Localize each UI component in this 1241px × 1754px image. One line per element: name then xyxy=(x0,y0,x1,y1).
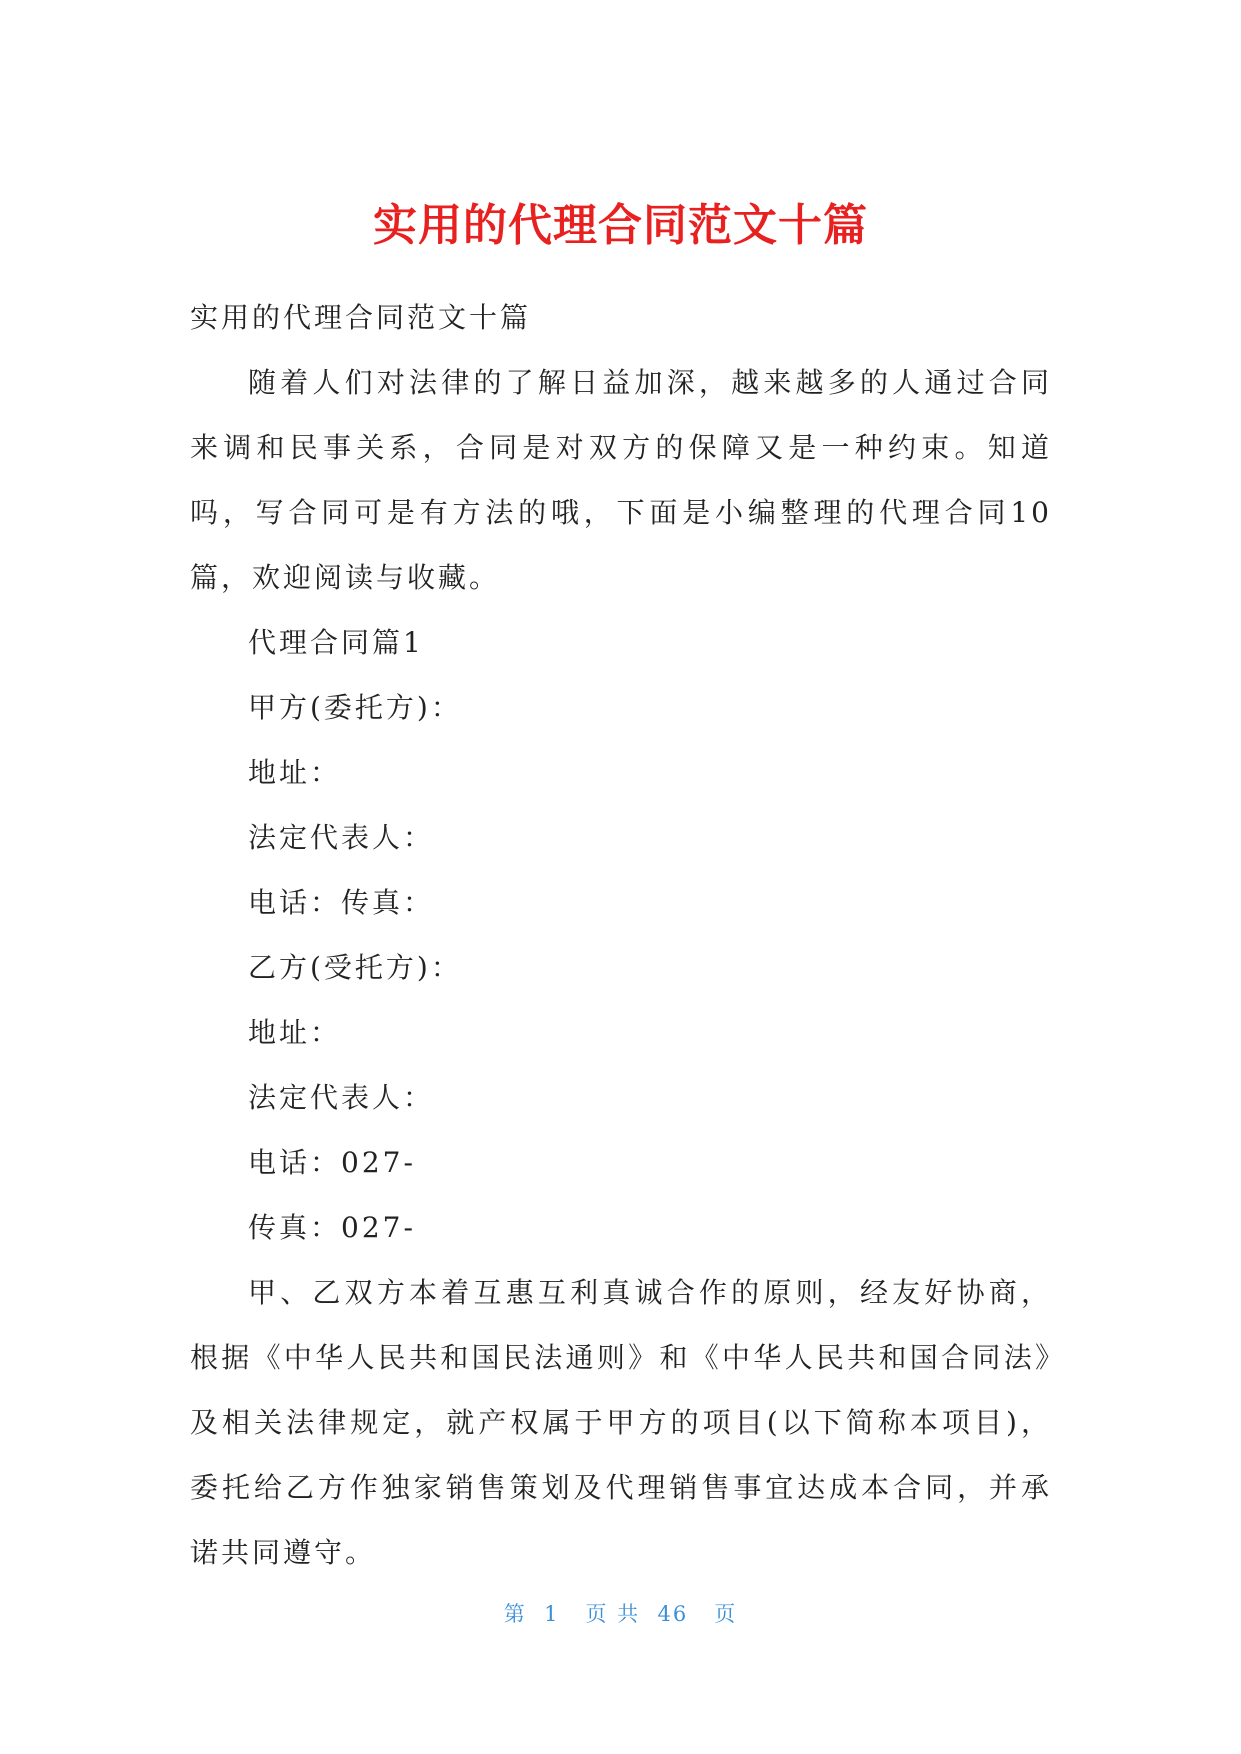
paragraph-party-b-fax: 传真：027- xyxy=(248,1211,416,1244)
paragraph-party-a-phone-fax: 电话：传真： xyxy=(248,886,435,919)
paragraph-party-a-address: 地址： xyxy=(248,756,342,789)
page-number-footer: 第 1 页 共 46 页 xyxy=(503,1602,738,1626)
document-body xyxy=(190,285,1052,1585)
paragraph-party-b-address: 地址： xyxy=(248,1016,342,1049)
paragraph-subtitle: 实用的代理合同范文十篇 xyxy=(190,301,532,334)
document-title: 实用的代理合同范文十篇 xyxy=(373,200,868,251)
paragraph-party-a-representative: 法定代表人： xyxy=(248,821,435,854)
paragraph-party-b-representative: 法定代表人： xyxy=(248,1081,435,1114)
paragraph-party-a: 甲方(委托方)： xyxy=(248,691,462,724)
paragraph-intro: 随着人们对法律的了解日益加深，越来越多的人通过合同来调和民事关系，合同是对双方的保障又是一种约束。知道吗，写合同可是有方法的哦，下面是小编整理的代理合同10篇，欢迎阅读与收藏。 xyxy=(190,366,1052,594)
paragraph-agreement: 甲、乙双方本着互惠互利真诚合作的原则，经友好协商，根据《中华人民共和国民法通则》和《中华人民共和国合同法》及相关法律规定，就产权属于甲方的项目(以下简称本项目)，委托给乙方作独家销售策划及代理销售事宜达成本合同，并承诺共同遵守。 xyxy=(190,1276,1052,1569)
paragraph-section-heading: 代理合同篇1 xyxy=(248,626,424,659)
paragraph-party-b: 乙方(受托方)： xyxy=(248,951,462,984)
paragraph-party-b-phone: 电话：027- xyxy=(248,1146,416,1179)
